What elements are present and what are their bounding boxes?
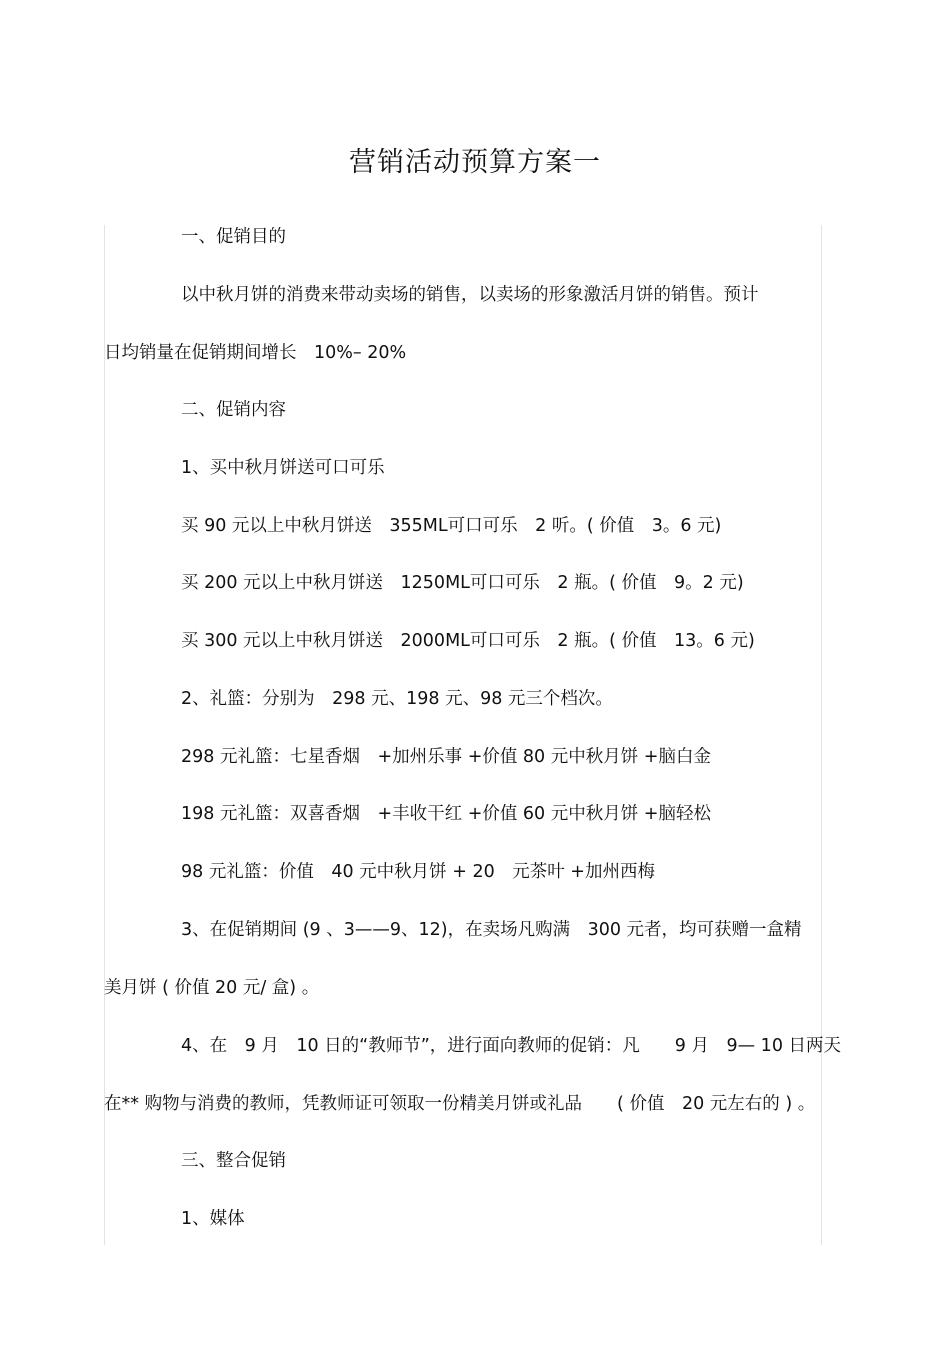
paragraph-line: 3、在促销期间 (9 、3——9、12)，在卖场凡购满 300 元者，均可获赠一盒精 [181, 920, 802, 940]
subheading: 1、买中秋月饼送可口可乐 [181, 458, 385, 478]
paragraph-line: 以中秋月饼的消费来带动卖场的销售，以卖场的形象激活月饼的销售。预计 [181, 285, 759, 305]
right-margin-line [821, 225, 822, 1245]
paragraph-line: 买 90 元以上中秋月饼送 355ML可口可乐 2 听。( 价值 3。6 元) [181, 516, 722, 536]
paragraph-line: 日均销量在促销期间增长 10%– 20% [104, 343, 407, 363]
subheading: 2、礼篮：分别为 298 元、198 元、98 元三个档次。 [181, 689, 613, 709]
paragraph-line: 买 200 元以上中秋月饼送 1250ML可口可乐 2 瓶。( 价值 9。2 元) [181, 573, 744, 593]
paragraph-line: 298 元礼篮：七星香烟 +加州乐事 +价值 80 元中秋月饼 +脑白金 [181, 747, 711, 767]
section-heading: 二、促销内容 [181, 400, 286, 420]
section-heading: 三、整合促销 [181, 1151, 286, 1171]
section-heading: 一、促销目的 [181, 227, 286, 247]
paragraph-line: 美月饼 ( 价值 20 元/ 盒) 。 [104, 978, 320, 998]
paragraph-line: 买 300 元以上中秋月饼送 2000ML可口可乐 2 瓶。( 价值 13。6 元) [181, 631, 755, 651]
paragraph-line: 在** 购物与消费的教师，凭教师证可领取一份精美月饼或礼品 ( 价值 20 元左右的 ) 。 [104, 1094, 816, 1114]
paragraph-line: 4、在 9 月 10 日的“教师节”，进行面向教师的促销：凡 9 月 9— 10 日两天 [181, 1036, 842, 1056]
document-title: 营销活动预算方案一 [349, 147, 601, 178]
left-margin-line [104, 225, 105, 1245]
paragraph-line: 98 元礼篮：价值 40 元中秋月饼 + 20 元茶叶 +加州西梅 [181, 862, 655, 882]
subheading: 1、媒体 [181, 1209, 245, 1229]
paragraph-line: 198 元礼篮：双喜香烟 +丰收干红 +价值 60 元中秋月饼 +脑轻松 [181, 804, 711, 824]
